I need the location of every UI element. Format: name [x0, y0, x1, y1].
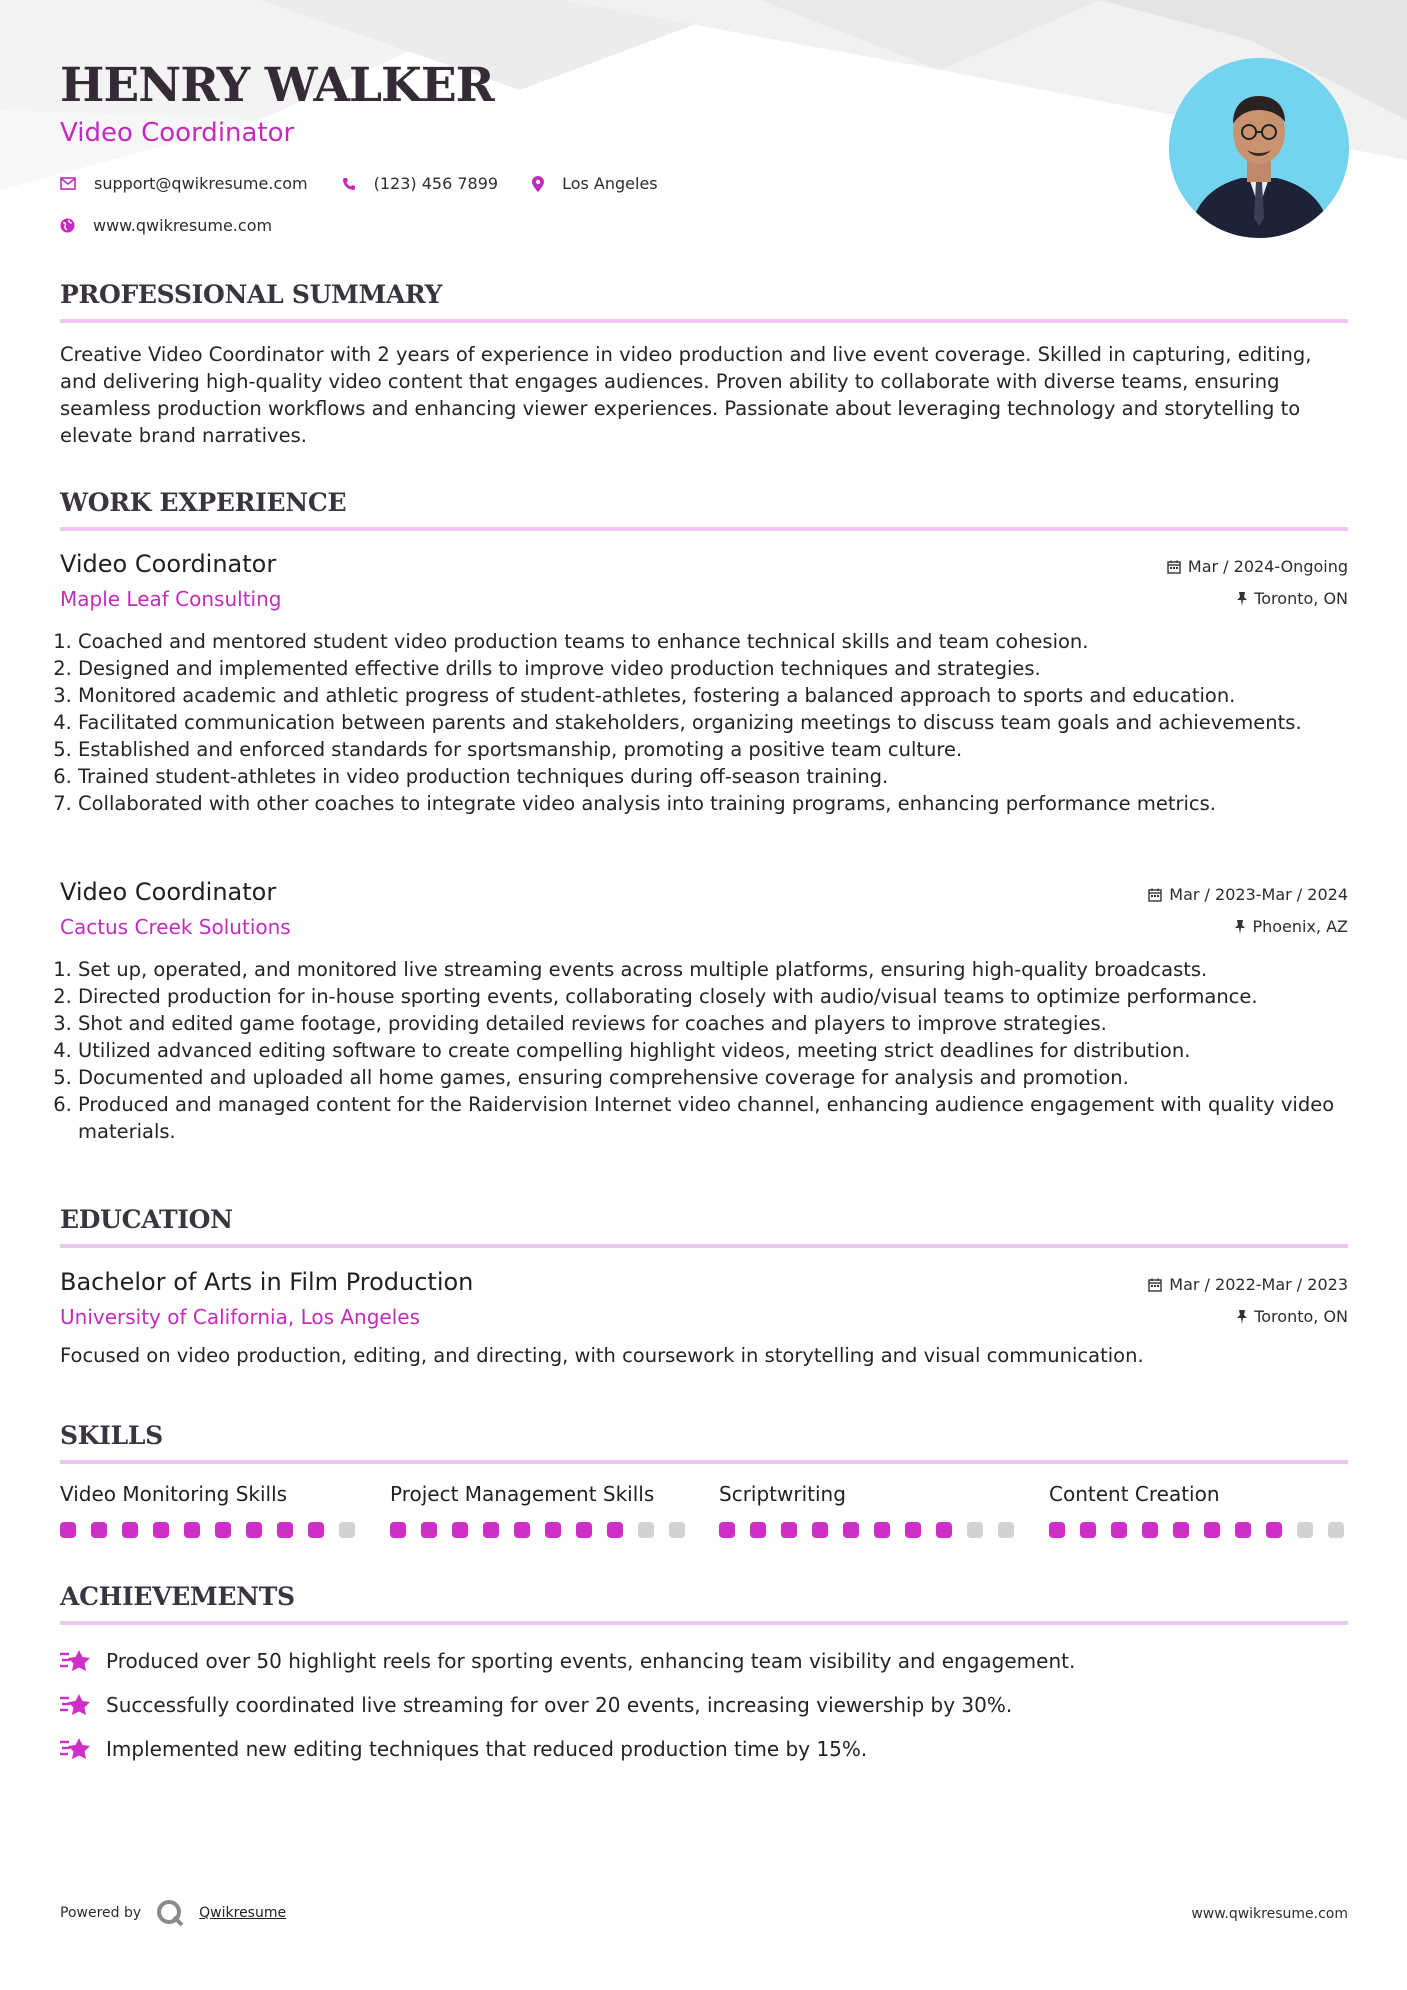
job-date [1148, 885, 1348, 904]
list-item: 1. Coached and mentored student video production teams to enhance technical skills and team cohesion. [78, 628, 1348, 655]
rating-dot-filled [576, 1522, 592, 1538]
skill-rating [719, 1522, 1019, 1538]
rating-dot-filled [812, 1522, 828, 1538]
rating-dot-filled [843, 1522, 859, 1538]
rating-dot-filled [184, 1522, 200, 1538]
rating-dot-filled [874, 1522, 890, 1538]
candidate-title: Video Coordinator [60, 118, 295, 148]
summary-text: Creative Video Coordinator with 2 years of experience in video production and live event coverage. Skilled in capturing, editing, and delivering high-quality video content that engages audiences. Proven ability to collaborate with diverse teams, ensuring seamless production workflows and enhancing viewer experiences. Passionate about leveraging technology and storytelling to elevate brand narratives. [60, 343, 1312, 447]
rating-dot-filled [545, 1522, 561, 1538]
skill-name: Video Monitoring Skills [60, 1482, 288, 1506]
phone-text: (123) 456 7899 [373, 174, 499, 193]
list-item: 6. Produced and managed content for the Raidervision Internet video channel, enhancing audience engagement with quality video materials. [78, 1091, 1348, 1145]
pushpin-icon [1235, 920, 1245, 934]
rating-dot-filled [452, 1522, 468, 1538]
rating-dot-filled [1049, 1522, 1065, 1538]
skill-item [1049, 1482, 1349, 1538]
skill-item [390, 1482, 690, 1538]
list-item: 5. Established and enforced standards for sportsmanship, promoting a positive team culture. [78, 736, 1348, 763]
job-bullets [60, 956, 1348, 1145]
education-section [60, 1205, 1348, 1248]
pushpin-icon [1237, 1310, 1247, 1324]
experience-section [60, 488, 1348, 531]
job-location-text: Phoenix, AZ [1252, 917, 1348, 936]
education-heading: EDUCATION [60, 1205, 1348, 1248]
contact-website[interactable] [60, 216, 272, 235]
rating-dot-filled [421, 1522, 437, 1538]
calendar-icon [1148, 1278, 1162, 1292]
job-date-text: Mar / 2023-Mar / 2024 [1169, 885, 1348, 904]
rating-dot-filled [60, 1522, 76, 1538]
contact-email[interactable] [60, 174, 308, 193]
list-item: 3. Shot and edited game footage, providing detailed reviews for coaches and players to improve strategies. [78, 1010, 1348, 1037]
rating-dot-filled [1173, 1522, 1189, 1538]
globe-icon [60, 218, 75, 233]
rating-dot-empty [1297, 1522, 1313, 1538]
list-item: 1. Set up, operated, and monitored live streaming events across multiple platforms, ensuring high-quality broadcasts. [78, 956, 1348, 983]
star-icon [60, 1648, 92, 1674]
education-date [1148, 1275, 1348, 1294]
rating-dot-filled [1235, 1522, 1251, 1538]
achievements-heading: ACHIEVEMENTS [60, 1582, 1348, 1625]
email-text: support@qwikresume.com [94, 174, 308, 193]
rating-dot-empty [1328, 1522, 1344, 1538]
job-location-text: Toronto, ON [1254, 589, 1348, 608]
profile-photo [1169, 58, 1349, 238]
rating-dot-filled [1080, 1522, 1096, 1538]
rating-dot-filled [781, 1522, 797, 1538]
contact-row [60, 174, 692, 193]
list-item: 3. Monitored academic and athletic progress of student-athletes, fostering a balanced approach to sports and education. [78, 682, 1348, 709]
rating-dot-empty [998, 1522, 1014, 1538]
job-title: Video Coordinator [60, 878, 277, 906]
job-location [1237, 589, 1348, 608]
education-location-text: Toronto, ON [1254, 1307, 1348, 1326]
rating-dot-filled [308, 1522, 324, 1538]
job-date [1167, 557, 1348, 576]
list-item: 4. Utilized advanced editing software to create compelling highlight videos, meeting strict deadlines for distribution. [78, 1037, 1348, 1064]
footer-website[interactable]: www.qwikresume.com [1191, 1906, 1348, 1922]
list-item: 2. Designed and implemented effective drills to improve video production techniques and strategies. [78, 655, 1348, 682]
rating-dot-filled [91, 1522, 107, 1538]
star-icon [60, 1736, 92, 1762]
summary-heading: PROFESSIONAL SUMMARY [60, 280, 1348, 323]
job-date-text: Mar / 2024-Ongoing [1187, 557, 1348, 576]
qwikresume-logo-icon [155, 1898, 185, 1928]
rating-dot-filled [153, 1522, 169, 1538]
achievement-text: Successfully coordinated live streaming for over 20 events, increasing viewership by 30%. [106, 1693, 1013, 1717]
education-location [1237, 1307, 1348, 1326]
rating-dot-filled [905, 1522, 921, 1538]
rating-dot-filled [750, 1522, 766, 1538]
achievement-item [60, 1648, 1075, 1674]
rating-dot-empty [339, 1522, 355, 1538]
skill-rating [60, 1522, 360, 1538]
rating-dot-filled [390, 1522, 406, 1538]
rating-dot-filled [122, 1522, 138, 1538]
skill-name: Project Management Skills [390, 1482, 655, 1506]
location-text: Los Angeles [562, 174, 658, 193]
contact-row-2 [60, 216, 306, 235]
envelope-icon [60, 177, 76, 190]
rating-dot-empty [669, 1522, 685, 1538]
job-bullets [60, 628, 1348, 817]
list-item: 5. Documented and uploaded all home games, ensuring comprehensive coverage for analysis and promotion. [78, 1064, 1348, 1091]
skills-heading: SKILLS [60, 1421, 1348, 1464]
list-item: 6. Trained student-athletes in video production techniques during off-season training. [78, 763, 1348, 790]
rating-dot-empty [638, 1522, 654, 1538]
job-company: Cactus Creek Solutions [60, 915, 291, 939]
skill-rating [390, 1522, 690, 1538]
rating-dot-filled [1204, 1522, 1220, 1538]
rating-dot-filled [514, 1522, 530, 1538]
skill-item [60, 1482, 360, 1538]
rating-dot-filled [277, 1522, 293, 1538]
job-location [1235, 917, 1348, 936]
list-item: 4. Facilitated communication between parents and stakeholders, organizing meetings to discuss team goals and achievements. [78, 709, 1348, 736]
phone-icon [342, 177, 356, 191]
education-date-text: Mar / 2022-Mar / 2023 [1169, 1275, 1348, 1294]
footer-powered-by [60, 1898, 286, 1928]
rating-dot-filled [246, 1522, 262, 1538]
star-icon [60, 1692, 92, 1718]
skills-section [60, 1421, 1348, 1464]
rating-dot-filled [1142, 1522, 1158, 1538]
skill-rating [1049, 1522, 1349, 1538]
school-name: University of California, Los Angeles [60, 1305, 421, 1329]
rating-dot-empty [967, 1522, 983, 1538]
rating-dot-filled [719, 1522, 735, 1538]
contact-location [532, 174, 658, 193]
achievement-item [60, 1736, 867, 1762]
list-item: 7. Collaborated with other coaches to integrate video analysis into training programs, enhancing performance metrics. [78, 790, 1348, 817]
skill-name: Content Creation [1049, 1482, 1220, 1506]
achievement-text: Produced over 50 highlight reels for sporting events, enhancing team visibility and engagement. [106, 1649, 1076, 1673]
achievement-text: Implemented new editing techniques that reduced production time by 15%. [106, 1737, 868, 1761]
person-silhouette [1169, 58, 1349, 238]
rating-dot-filled [607, 1522, 623, 1538]
candidate-name: HENRY WALKER [60, 58, 494, 113]
map-pin-icon [532, 176, 544, 192]
skill-name: Scriptwriting [719, 1482, 846, 1506]
degree-title: Bachelor of Arts in Film Production [60, 1268, 474, 1296]
skill-item [719, 1482, 1019, 1538]
achievement-item [60, 1692, 1012, 1718]
list-item: 2. Directed production for in-house sporting events, collaborating closely with audio/visual teams to optimize performance. [78, 983, 1348, 1010]
rating-dot-filled [1266, 1522, 1282, 1538]
rating-dot-filled [936, 1522, 952, 1538]
calendar-icon [1148, 888, 1162, 902]
education-description: Focused on video production, editing, and directing, with coursework in storytelling and visual communication. [60, 1344, 1144, 1367]
rating-dot-filled [215, 1522, 231, 1538]
pushpin-icon [1237, 592, 1247, 606]
powered-by-label: Powered by [60, 1905, 142, 1921]
summary-section [60, 280, 1348, 449]
website-text: www.qwikresume.com [93, 216, 273, 235]
achievements-section [60, 1582, 1348, 1625]
qwikresume-link[interactable]: Qwikresume [199, 1905, 287, 1921]
rating-dot-filled [1111, 1522, 1127, 1538]
job-title: Video Coordinator [60, 550, 277, 578]
contact-phone[interactable] [342, 174, 498, 193]
job-company: Maple Leaf Consulting [60, 587, 282, 611]
rating-dot-filled [483, 1522, 499, 1538]
calendar-icon [1167, 560, 1181, 574]
experience-heading: WORK EXPERIENCE [60, 488, 1348, 531]
